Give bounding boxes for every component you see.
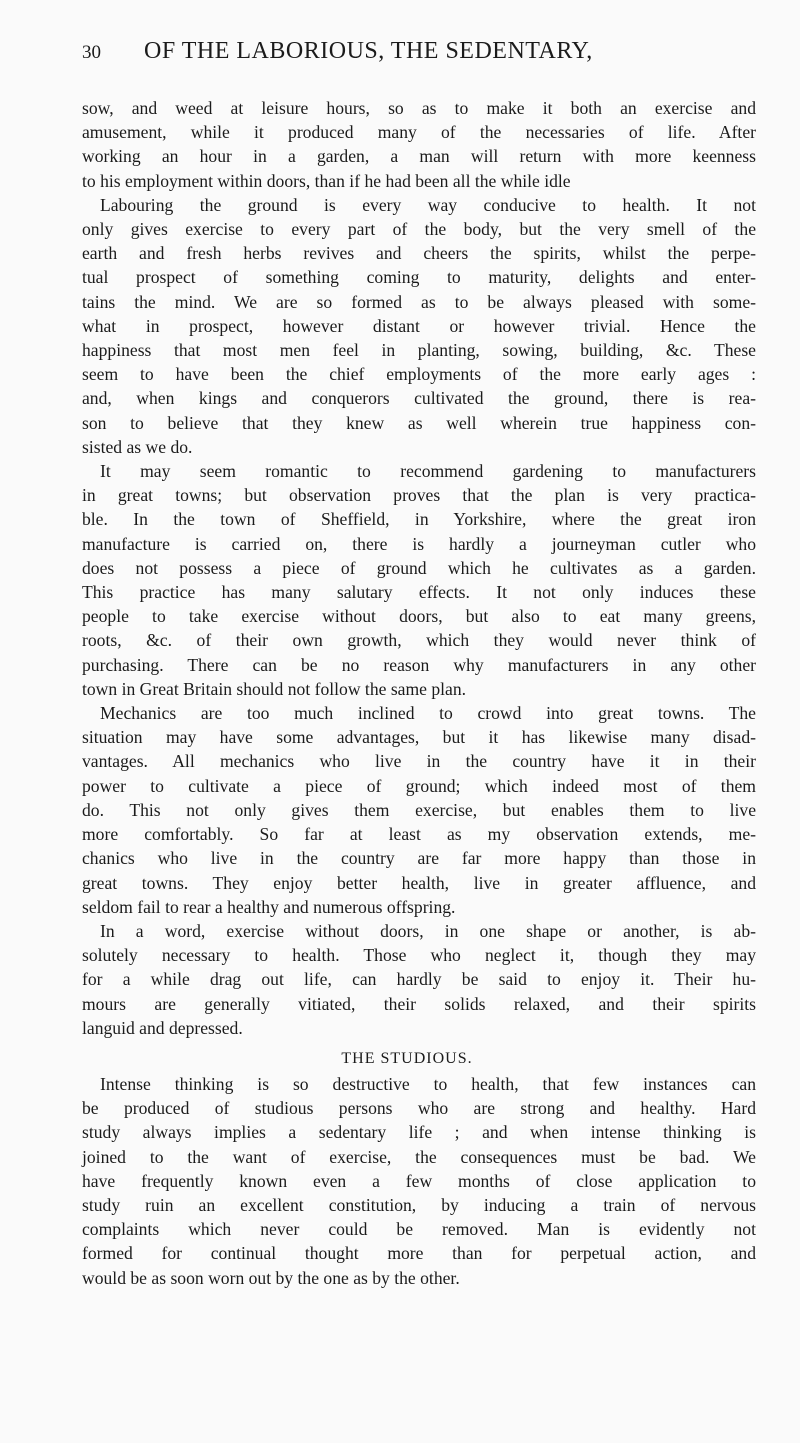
text-line: chanics who live in the country are far more happy than those in: [82, 848, 756, 869]
text-line: seem to have been the chief employments of the more early ages :: [82, 364, 756, 385]
text-line: seldom fail to rear a healthy and numerous offspring.: [82, 896, 456, 917]
text-line: roots, &c. of their own growth, which they would never think of: [82, 630, 756, 651]
text-line: have frequently known even a few months of close application to: [82, 1170, 756, 1191]
text-line: to his employment within doors, than if he had been all the while idle: [82, 170, 571, 191]
text-line: situation may have some advantages, but it has likewise many disad-: [82, 727, 756, 748]
text-line: only gives exercise to every part of the body, but the very smell of the: [82, 219, 756, 240]
text-line: study ruin an excellent constitution, by inducing a train of nervous: [82, 1194, 756, 1215]
text-line: manufacture is carried on, there is hardly a journeyman cutler who: [82, 533, 756, 554]
text-line: amusement, while it produced many of the necessaries of life. After: [82, 122, 756, 143]
text-line: would be as soon worn out by the one as by the other.: [82, 1267, 460, 1288]
text-line: It may seem romantic to recommend gardening to manufacturers: [100, 461, 756, 482]
text-line: and, when kings and conquerors cultivated the ground, there is rea-: [82, 388, 756, 409]
paragraph-labouring-ground: [82, 193, 756, 459]
paragraph-intense-thinking: [82, 1072, 756, 1290]
text-line: sisted as we do.: [82, 436, 193, 457]
text-line: vantages. All mechanics who live in the country have it in their: [82, 751, 756, 772]
text-line: power to cultivate a piece of ground; which indeed most of them: [82, 775, 756, 796]
text-line: Labouring the ground is every way conducive to health. It not: [100, 194, 756, 215]
paragraph-gardening-manufacturers: [82, 459, 756, 701]
text-line: solutely necessary to health. Those who neglect it, though they may: [82, 945, 756, 966]
running-head: [82, 38, 756, 82]
running-title: OF THE LABORIOUS, THE SEDENTARY,: [144, 38, 593, 64]
text-line: more comfortably. So far at least as my observation extends, me-: [82, 824, 756, 845]
text-line: purchasing. There can be no reason why manufacturers in any other: [82, 654, 756, 675]
paragraph-exercise-necessary: [82, 919, 756, 1040]
text-line: be produced of studious persons who are strong and healthy. Hard: [82, 1098, 756, 1119]
text-line: This practice has many salutary effects. It not only induces these: [82, 582, 756, 603]
text-line: formed for continual thought more than for perpetual action, and: [82, 1243, 756, 1264]
text-line: ble. In the town of Sheffield, in Yorkshire, where the great iron: [82, 509, 756, 530]
text-line: great towns. They enjoy better health, live in greater affluence, and: [82, 872, 756, 893]
text-line: do. This not only gives them exercise, but enables them to live: [82, 799, 756, 820]
section-heading-studious: THE STUDIOUS.: [341, 1049, 473, 1067]
text-line: earth and fresh herbs revives and cheers the spirits, whilst the perpe-: [82, 243, 756, 264]
text-line: complaints which never could be removed. Man is evidently not: [82, 1219, 756, 1240]
text-line: what in prospect, however distant or however trivial. Hence the: [82, 315, 756, 336]
text-line: Mechanics are too much inclined to crowd into great towns. The: [100, 703, 756, 724]
text-line: mours are generally vitiated, their solids relaxed, and their spirits: [82, 993, 756, 1014]
text-line: Intense thinking is so destructive to health, that few instances can: [100, 1073, 756, 1094]
text-line: sow, and weed at leisure hours, so as to make it both an exercise and: [82, 98, 756, 118]
text-line: study always implies a sedentary life ; and when intense thinking is: [82, 1122, 756, 1143]
paragraph-garden-exercise: [82, 96, 756, 193]
page-number: 30: [82, 42, 101, 63]
text-line: tual prospect of something coming to maturity, delights and enter-: [82, 267, 756, 288]
text-line: people to take exercise without doors, but also to eat many greens,: [82, 606, 756, 627]
text-line: happiness that most men feel in planting, sowing, building, &c. These: [82, 340, 756, 361]
text-line: working an hour in a garden, a man will return with more keenness: [82, 146, 756, 167]
text-line: In a word, exercise without doors, in one shape or another, is ab-: [100, 920, 756, 941]
text-line: town in Great Britain should not follow the same plan.: [82, 678, 467, 699]
text-line: for a while drag out life, can hardly be said to enjoy it. Their hu-: [82, 969, 756, 990]
text-line: son to believe that they knew as well wherein true happiness con-: [82, 412, 756, 433]
text-line: tains the mind. We are so formed as to be always pleased with some-: [82, 291, 756, 312]
text-line: joined to the want of exercise, the consequences must be bad. We: [82, 1146, 756, 1167]
text-line: in great towns; but observation proves that the plan is very practica-: [82, 485, 756, 506]
text-line: languid and depressed.: [82, 1017, 243, 1038]
text-line: does not possess a piece of ground which he cultivates as a garden.: [82, 557, 756, 578]
paragraph-mechanics: [82, 701, 756, 919]
